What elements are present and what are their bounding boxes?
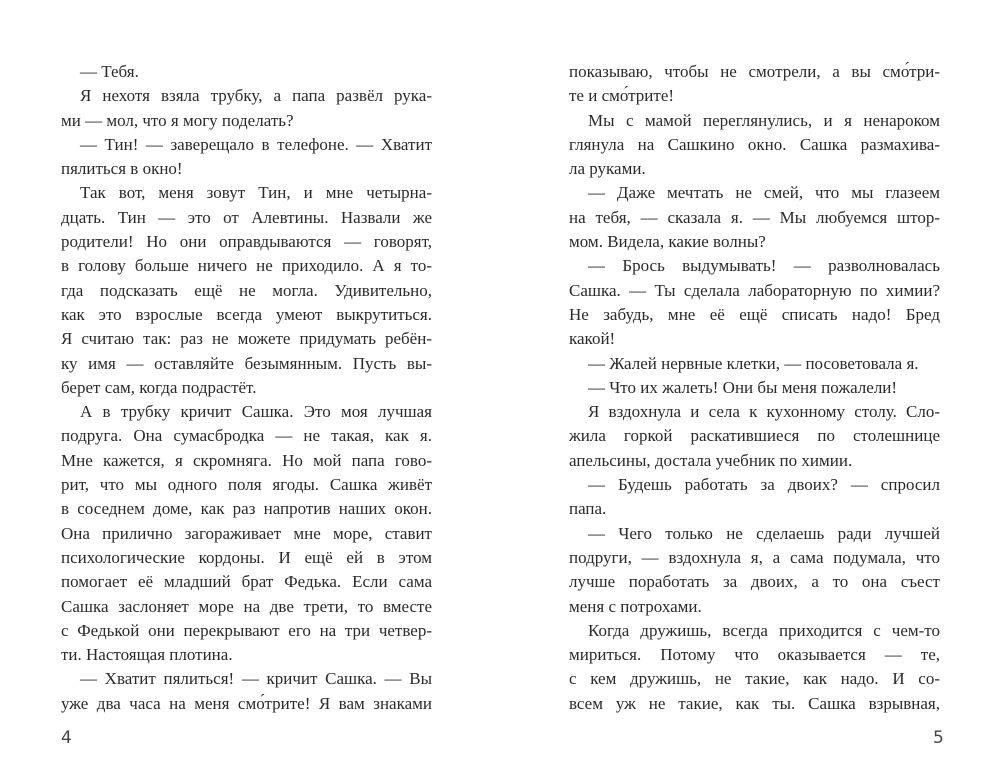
text-line: с Федькой они перекрывают его на три четвер- — [61, 620, 432, 640]
text-line: дцать. Тин — это от Алевтины. Назвали же — [61, 207, 432, 227]
text-line: Я нехотя взяла трубку, а папа развёл рука- — [80, 86, 432, 106]
text-line: гда подсказать ещё не могла. Удивительно, — [61, 280, 432, 300]
text-line: — Чего только не сделаешь ради лучшей — [588, 523, 940, 543]
text-line: мириться. Потому что оказывается — те, — [569, 645, 940, 665]
page-text — [61, 60, 432, 716]
page-number: 5 — [933, 728, 944, 748]
text-line: — Будешь работать за двоих? — спросил — [588, 475, 940, 495]
text-line: Она прилично загораживает мне море, ставит — [61, 523, 432, 543]
text-line: Мне кажется, я скромняга. Но мой папа гово- — [61, 450, 432, 470]
text-line: А в трубку кричит Сашка. Это моя лучшая — [80, 402, 432, 422]
text-line: мом. Видела, какие волны? — [569, 232, 766, 252]
page-number: 4 — [61, 728, 72, 748]
text-line: Мы с мамой переглянулись, и я ненароком — [588, 110, 940, 130]
text-line: берет сам, когда подрастёт. — [61, 377, 257, 397]
text-line: Сашка. — Ты сделала лабораторную по химии? — [569, 280, 940, 300]
text-line: показываю, чтобы не смотрели, а вы смо́три- — [569, 62, 940, 81]
text-line: ти. Настоящая плотина. — [61, 645, 233, 665]
text-line: — Жалей нервные клетки, — посоветовала я. — [588, 353, 919, 373]
text-line: те и смо́трите! — [569, 86, 675, 106]
text-line: родители! Но они оправдываются — говорят, — [61, 232, 432, 252]
text-line: — Что их жалеть! Они бы меня пожалели! — [588, 377, 898, 397]
text-line: Когда дружишь, всегда приходится с чем-то — [588, 620, 940, 640]
right-page — [500, 0, 1000, 780]
text-line: — Брось выдумывать! — разволновалась — [588, 256, 940, 276]
text-line: Я вздохнула и села к кухонному столу. Сло- — [588, 402, 940, 422]
text-line: Так вот, меня зовут Тин, и мне четырна- — [80, 183, 432, 203]
text-line: какой! — [569, 329, 616, 349]
text-line: меня с потрохами. — [569, 596, 702, 616]
text-line: на тебя, — сказала я. — Мы любуемся штор- — [569, 207, 940, 227]
text-line: ку имя — оставляйте безымянным. Пусть вы- — [61, 353, 432, 373]
text-line: рит, что мы одного поля ягоды. Сашка живёт — [61, 475, 432, 495]
text-line: с кем дружишь, не такие, как надо. И со- — [569, 669, 940, 689]
text-line: подруги, — вздохнула я, а сама подумала, что — [569, 547, 940, 567]
text-line: — Тебя. — [80, 62, 139, 81]
text-line: психологические кордоны. И ещё ей в этом — [61, 547, 432, 567]
text-line: лучше поработать за двоих, а то она съест — [569, 572, 940, 592]
text-line: помогает её младший брат Федька. Если сама — [61, 572, 432, 592]
text-line: папа. — [569, 499, 607, 519]
text-line: как это взрослые всегда умеют выкрутиться. — [61, 304, 432, 324]
text-line: ла руками. — [569, 159, 646, 179]
text-line: Я считаю так: раз не можете придумать ребён- — [61, 329, 432, 349]
text-line: — Тин! — заверещало в телефоне. — Хватит — [80, 134, 432, 154]
text-line: — Хватит пялиться! — кричит Сашка. — Вы — [80, 669, 432, 689]
text-line: жила горкой раскатившиеся по столешнице — [569, 426, 940, 446]
text-line: всем уж не такие, как ты. Сашка взрывная, — [569, 693, 940, 713]
text-line: в голову больше ничего не приходило. А я то- — [61, 256, 432, 276]
text-line: Сашка заслоняет море на две трети, то вместе — [61, 596, 432, 616]
text-line: пялиться в окно! — [61, 159, 183, 179]
text-line: в соседнем доме, как раз напротив наших окон. — [61, 499, 432, 519]
text-line: глянула на Сашкино окно. Сашка размахива- — [569, 134, 940, 154]
text-line: уже два часа на меня смо́трите! Я вам знаками — [61, 693, 432, 713]
text-line: апельсины, достала учебник по химии. — [569, 450, 853, 470]
page-text — [569, 60, 940, 716]
text-line: — Даже мечтать не смей, что мы глазеем — [588, 183, 940, 203]
text-line: ми — мол, что я могу поделать? — [61, 110, 294, 130]
text-line: подруга. Она сумасбродка — не такая, как я. — [61, 426, 432, 446]
text-line: Не забудь, мне её ещё списать надо! Бред — [569, 304, 940, 324]
